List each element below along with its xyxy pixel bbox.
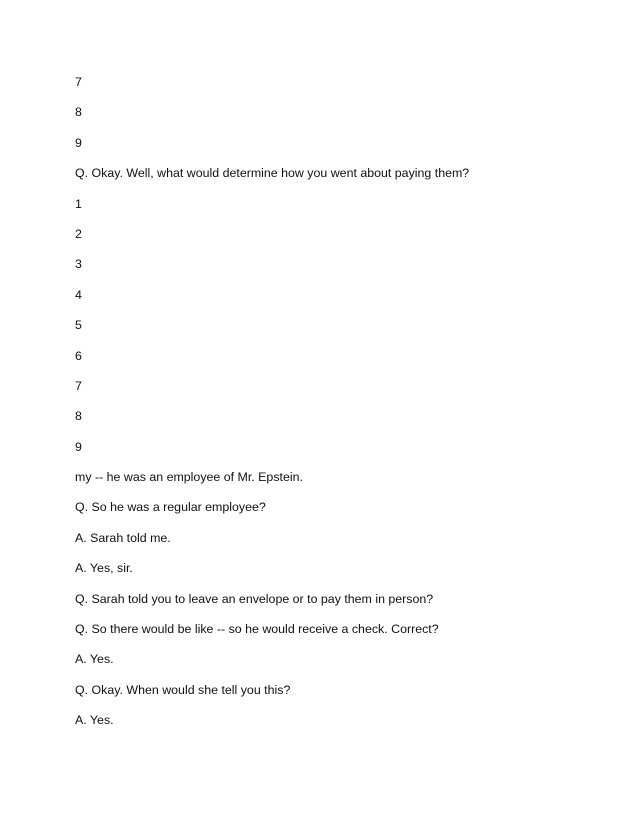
transcript-line: 7 [75, 378, 82, 393]
transcript-line: 5 [75, 318, 82, 333]
transcript-lines [75, 74, 469, 743]
transcript-line: 9 [75, 439, 82, 454]
transcript-line: 4 [75, 287, 82, 302]
transcript-line: 9 [75, 135, 82, 150]
transcript-line: Q. Okay. Well, what would determine how you went about paying them? [75, 166, 470, 181]
transcript-line: 8 [75, 409, 82, 424]
transcript-line: 7 [75, 75, 82, 89]
transcript-line: A. Yes, sir. [75, 561, 133, 576]
transcript-line: A. Yes. [75, 652, 114, 667]
transcript-line: 1 [75, 196, 82, 211]
transcript-line: Q. So there would be like -- so he would receive a check. Correct? [75, 622, 439, 637]
transcript-line: 2 [75, 226, 82, 241]
transcript-line: my -- he was an employee of Mr. Epstein. [75, 470, 303, 485]
transcript-line: A. Yes. [75, 713, 114, 728]
transcript-line: 3 [75, 257, 82, 272]
transcript-line: Q. So he was a regular employee? [75, 500, 266, 515]
transcript-line: 8 [75, 105, 82, 120]
transcript-line: 6 [75, 348, 82, 363]
transcript-line: A. Sarah told me. [75, 530, 171, 545]
transcript-line: Q. Sarah told you to leave an envelope or to pay them in person? [75, 591, 434, 606]
transcript-line: Q. Okay. When would she tell you this? [75, 682, 291, 697]
